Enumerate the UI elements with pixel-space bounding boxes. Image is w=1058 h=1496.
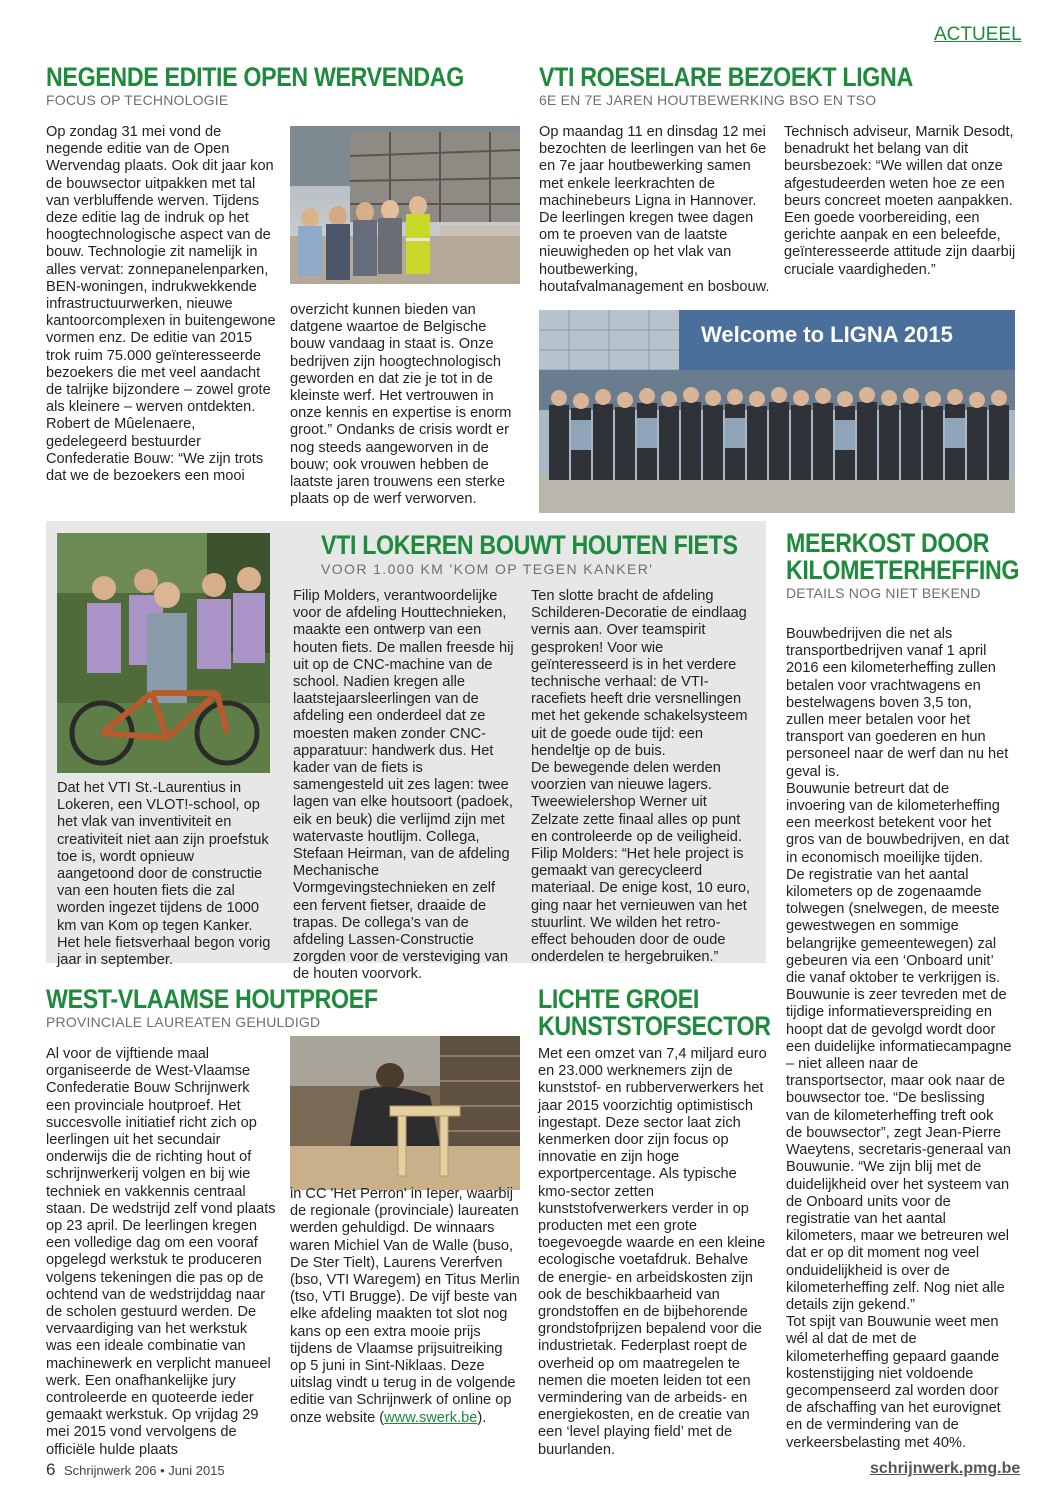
article-body — [786, 626, 1012, 1452]
wooden-bike-photo — [57, 533, 270, 773]
article-subtitle: 6E EN 7E JAREN HOUTBEWERKING BSO EN TSO — [539, 92, 877, 108]
paragraph: Tot spijt van Bouwunie weet men wél al dat de met de kilometerheffing gepaard gaande kostenstijging niet voldoende gecompenseerd zal worden door de afschaffing van het eurovignet en de vermindering van de verkeersbelasting met 40%. — [786, 1314, 1001, 1451]
article-body-col1: Filip Molders, verantwoordelijke voor de afdeling Houttechnieken, maakte een ontwerp van een houten fiets. De mallen freesde hij uit op de CNC-machine van de school. Nadien kregen alle laatstejaarsleerlingen van de afdeling een onderdeel dat ze moesten maken zonder CNC-apparatuur: handwerk dus. Het kader van de fiets is samengesteld uit zes lagen: twee lagen van elke houtsoort (padoek, eik en beuk) die verlijmd zijn met watervaste houtlijm. Collega, Stefaan Heirman, van de afdeling Mechanische Vormgevingstechnieken en zelf een fervent fietser, draaide de trapas. De collega’s van de afdeling Lassen-Constructie zorgden voor de versteviging van de houten voorvork. — [293, 588, 514, 983]
paragraph: De bewegende delen werden voorzien van nieuwe lagers. Tweewielershop Werner uit Zelzate zette finaal alles op punt en controleerde op de veiligheid. — [531, 760, 742, 845]
issue-info: Schrijnwerk 206 • Juni 2015 — [64, 1463, 225, 1478]
article-title: WEST-VLAAMSE HOUTPROEF — [46, 984, 378, 1014]
body-text: ). — [477, 1409, 487, 1426]
article-subtitle: VOOR 1.000 KM 'KOM OP TEGEN KANKER' — [321, 561, 654, 577]
paragraph: Bouwbedrijven die net als transportbedrijven vanaf 1 april 2016 een kilometerheffing zullen betalen voor vrachtwagens en bestelwagens boven 3,5 ton, zullen meer betalen voor het transport van goederen en hun personeel naar de werf dan nu het geval is. — [786, 626, 1009, 780]
woodworking-photo — [290, 1036, 520, 1190]
article-title: NEGENDE EDITIE OPEN WERVENDAG — [46, 62, 464, 92]
photo-caption: Dat het VTI St.-Laurentius in Lokeren, een VLOT!-school, op het vlak van inventiviteit en creativiteit niet aan zijn proefstuk toe is, wordt opnieuw aangetoond door de constructie van een houten fiets die zal worden ingezet tijdens de 1000 km van Kom op tegen Kanker. Het hele fietsverhaal begon vorig jaar in september. — [57, 780, 271, 969]
article-body-col1: Op zondag 31 mei vond de negende editie van de Open Wervendag plaats. Ook dit jaar kon de bouwsector uitpakken met tal van verbluffende werven. Tijdens deze editie lag de indruk op het hoogtechnologische aspect van de bouw. Technologie zit namelijk in alles vervat: zonnepanelenparken, BEN-woningen, indrukwekkende infrastructuurwerken, nieuwe kantoorcomplexen in buitengewone vormen enz. De editie van 2015 trok ruim 75.000 geïnteresseerde bezoekers die met veel aandacht de talrijke bijzondere – zowel grote als kleinere – werven ontdekten. Robert de Mûelenaere, gedelegeerd bestuurder Confederatie Bouw: “We zijn trots dat we de bezoekers een mooi — [46, 124, 276, 485]
article-body-col2 — [531, 588, 755, 966]
article-body: Met een omzet van 7,4 miljard euro en 23.000 werknemers zijn de kunststof- en rubberverwerkers het jaar 2015 voorzichtig optimistisch ingestapt. Deze sector laat zich kenmerken door zijn focus op innovatie en zijn hoge exportpercentage. Als typische kmo-sector zetten kunststofverwerkers verder in op producten met een grote toegevoegde waarde en een kleine ecologische voetafdruk. Behalve de energie- en arbeidskosten zijn ook de beschikbaarheid van grondstoffen en de bijbehorende grondstofprijzen bepalend voor die industrietak. Federplast roept de overheid op om maatregelen te nemen die moeten leiden tot een vermindering van de arbeids- en energiekosten, en de creatie van een ‘level playing field’ met de buurlanden. — [538, 1046, 767, 1458]
article-title: LICHTE GROEI — [538, 984, 700, 1014]
paragraph: Bouwunie betreurt dat de invoering van de kilometerheffing een meerkost betekent voor het gros van de bouwbedrijven, en dat in economisch moeilijke tijden. — [786, 780, 1010, 866]
article-title: MEERKOST DOOR — [786, 528, 990, 558]
construction-site-photo — [290, 126, 520, 284]
article-body-col2: overzicht kunnen bieden van datgene waartoe de Belgische bouw vandaag in staat is. Onze bedrijven zijn hoogtechnologisch geworden en dat zie je tot in de kleinste werf. Het vertrouwen in onze kennis en expertise is enorm groot.” Ondanks de crisis wordt er nog steeds aangeworven in de bouw; ook vrouwen hebben de laatste jaren trouwens een sterke plaats op de werf verworven. — [290, 302, 512, 508]
article-subtitle: DETAILS NOG NIET BEKEND — [786, 585, 981, 601]
website-link[interactable]: www.swerk.be — [384, 1409, 478, 1426]
article-title: VTI LOKEREN BOUWT HOUTEN FIETS — [321, 530, 738, 560]
article-body-col1: Op maandag 11 en dinsdag 12 mei bezochten de leerlingen van het 6e en 7e jaar houtbewerking samen met enkele leerkrachten de machinebeurs Ligna in Hannover. De leerlingen kregen twee dagen om te proeven van de laatste nieuwigheden op het vlak van houtbewerking, houtafvalmanagement en bosbouw. — [539, 124, 770, 295]
body-text: in CC 'Het Perron' in Ieper, waarbij de regionale (provinciale) laureaten werden gehuldigd. De winnaars waren Michiel Van de Walle (buso, De Ster Tielt), Laurens Vererfven (bso, VTI Waregem) en Titus Merlin (tso, VTI Brugge). De vijf beste van elke afdeling maakten tot slot nog kans op een extra mooie prijs tijdens de Vlaamse prijsuitreiking op 5 juni in Sint-Niklaas. Deze uitslag vindt u terug in de volgende editie van Schrijnwerk of online op onze website ( — [290, 1186, 520, 1426]
paragraph: Ten slotte bracht de afdeling Schilderen-Decoratie de eindlaag vernis aan. Over teamspirit gesproken! Voor wie geïnteresseerd is in het verdere technische verhaal: de VTI-racefiets heeft drie versnellingen met het gekende schakelsysteem uit de goede oude tijd: een hendeltje op de buis. — [531, 588, 748, 759]
section-label[interactable]: ACTUEEL — [934, 24, 1022, 45]
article-subtitle: FOCUS OP TECHNOLOGIE — [46, 92, 229, 108]
article-title: VTI ROESELARE BEZOEKT LIGNA — [539, 62, 913, 92]
paragraph: Filip Molders: “Het hele project is gemaakt van gerecycleerd materiaal. De enige kost, 10 euro, ging naar het vernieuwen van het stuurlint. We wilden het retro-effect behouden door de oude onderdelen te hergebruiken.” — [531, 846, 751, 966]
ligna-group-photo — [539, 310, 1015, 513]
website-footer-link[interactable]: schrijnwerk.pmg.be — [870, 1460, 1021, 1477]
article-body-col2: Technisch adviseur, Marnik Desodt, benadrukt het belang van dit beursbezoek: “We willen dat onze afgestudeerden weten hoe ze een beurs concreet moeten aanpakken. Een goede voorbereiding, een gerichte aanpak en een beleefde, geïnteresseerde attitude zijn daarbij cruciale vaardigheden.” — [784, 124, 1016, 278]
paragraph: De registratie van het aantal kilometers op de zogenaamde tolwegen (snelwegen, de meeste gewestwegen en sommige belangrijke gemeentewegen) zal gebeuren via een ‘Onboard unit’ die vanaf oktober te verkrijgen is. Bouwunie is zeer tevreden met de tijdige informatieverspreiding en hoopt dat de gevolgd wordt door een duidelijke informatiecampagne – niet alleen naar de transportsector, maar ook naar de bouwsector toe. “De beslissing van de kilometerheffing treft ook de bouwsector”, zegt Jean-Pierre Waeytens, secretaris-generaal van Bouwunie. “We zijn blij met de duidelijkheid over het systeem van de Onboard units voor de registratie van het aantal kilometers, maar we betreuren wel dat er op dit moment nog veel onduidelijkheid is over de kilometerheffing zelf. Nog niet alle details zijn gekend.” — [786, 866, 1012, 1313]
page-number: 6 — [46, 1460, 56, 1479]
banner-text: Welcome to LIGNA 2015 — [701, 322, 953, 347]
article-title: KUNSTSTOFSECTOR — [538, 1011, 771, 1041]
article-title: KILOMETERHEFFING — [786, 555, 1020, 585]
article-body-col1: Al voor de vijftiende maal organiseerde de West-Vlaamse Confederatie Bouw Schrijnwerk een provinciale houtproef. Het succesvolle initiatief richt zich op leerlingen uit het secundair onderwijs die de richting hout of schrijnwerkerij volgen en bij wie techniek en vakkennis centraal staan. De wedstrijd zelf vond plaats op 23 april. De leerlingen kregen een volledige dag om een vooraf opgelegd werkstuk te produceren volgens tekeningen die pas op de ochtend van de wedstrijddag naar de scholen gestuurd werden. De vervaardiging van het werkstuk was een ideale combinatie van machinewerk en verplicht manueel werk. Een onafhankelijke jury controleerde en quoteerde ieder gemaakt werkstuk. Op vrijdag 29 mei 2015 vond vervolgens de officiële hulde plaats — [46, 1046, 276, 1458]
article-subtitle: PROVINCIALE LAUREATEN GEHULDIGD — [46, 1014, 321, 1030]
article-body-col2 — [290, 1186, 520, 1427]
